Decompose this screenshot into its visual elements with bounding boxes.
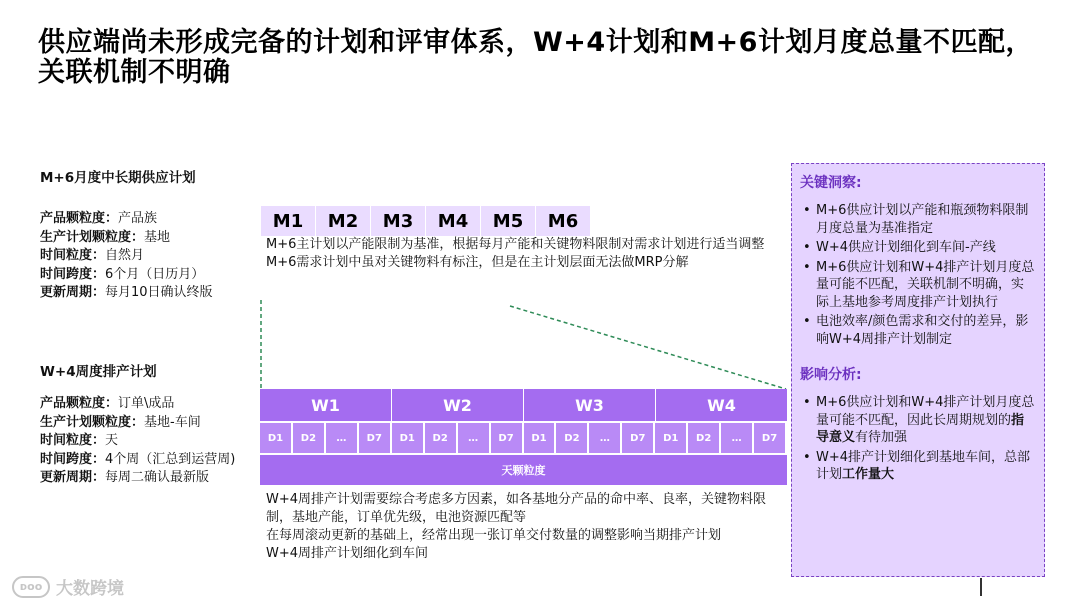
month-cell: M3 <box>371 206 426 236</box>
list-item: • M+6供应计划以产能和瓶颈物料限制月度总量为基准指定 <box>800 202 1036 237</box>
list-item: • M+6供应计划和W+4排产计划月度总量可能不匹配，关联机制不明确，实际上基地参考周度排产计划执行 <box>800 259 1036 312</box>
w4-attr-row: 更新周期：每周二确认最新版 <box>40 470 210 485</box>
w4-attr-row: 时间跨度：4个周（汇总到运营周) <box>40 451 236 467</box>
m6-section-heading: M+6月度中长期供应计划 <box>40 170 196 186</box>
m6-description-line: M+6主计划以产能限制为基准，根据每月产能和关键物料限制对需求计划进行适当调整 <box>266 237 765 252</box>
m6-attr-row: 生产计划颗粒度：基地 <box>40 229 171 245</box>
list-item: • 电池效率/颜色需求和交付的差异，影响W+4周排产计划制定 <box>800 313 1036 348</box>
w4-attr-row: 产品颗粒度：订单\成品 <box>40 396 175 411</box>
month-cell: M2 <box>316 206 371 236</box>
day-group <box>392 423 524 453</box>
day-cell: … <box>589 423 620 453</box>
day-cell: D2 <box>556 423 587 453</box>
watermark <box>12 574 124 599</box>
w4-description <box>266 491 786 563</box>
w4-attr-row: 时间粒度：天 <box>40 433 119 448</box>
day-row <box>260 423 787 453</box>
w4-description-line: W+4周排产计划细化到车间 <box>266 546 429 561</box>
week-cell: W2 <box>392 389 524 421</box>
divider <box>980 578 982 596</box>
day-cell: … <box>458 423 489 453</box>
list-item: • W+4排产计划细化到基地车间，总部计划工作量大 <box>800 449 1036 484</box>
impact-list <box>800 394 1036 484</box>
day-cell: D1 <box>392 423 423 453</box>
week-cell: W3 <box>524 389 656 421</box>
w4-section-heading: W+4周度排产计划 <box>40 364 157 380</box>
month-cell: M4 <box>426 206 481 236</box>
month-cell: M5 <box>481 206 536 236</box>
day-group <box>260 423 392 453</box>
m6-attr-row: 产品颗粒度：产品族 <box>40 211 158 226</box>
day-cell: D7 <box>359 423 390 453</box>
week-cell: W4 <box>707 395 736 415</box>
m6-description-line: M+6需求计划中虽对关键物料有标注，但是在主计划层面无法做MRP分解 <box>266 255 689 270</box>
day-cell: D2 <box>688 423 719 453</box>
day-group <box>655 423 787 453</box>
key-insights-heading: 关键洞察: <box>800 175 862 191</box>
page-title: 供应端尚未形成完备的计划和评审体系，W+4计划和M+6计划月度总量不匹配，关联机制不明确 <box>38 27 1033 88</box>
day-cell: D7 <box>622 423 653 453</box>
w4-attr-row: 生产计划颗粒度：基地-车间 <box>40 414 201 430</box>
watermark-text: 大数跨境 <box>56 579 124 599</box>
day-cell: … <box>326 423 357 453</box>
day-cell: D1 <box>524 423 555 453</box>
watermark-logo-icon: ᴅᴏᴏ <box>12 576 50 598</box>
month-cell: M6 <box>536 206 591 236</box>
day-group <box>524 423 656 453</box>
m6-attr-row: 时间跨度：6个月（日历月） <box>40 266 205 282</box>
m6-attr-row: 时间粒度：自然月 <box>40 248 145 263</box>
day-cell: D7 <box>754 423 785 453</box>
day-cell: D2 <box>425 423 456 453</box>
week-cell: W1 <box>260 389 392 421</box>
key-insights-list <box>800 202 1036 348</box>
month-cell: M1 <box>261 206 316 236</box>
day-cell: … <box>721 423 752 453</box>
list-item: • W+4供应计划细化到车间-产线 <box>800 239 1036 257</box>
granularity-bar: 天颗粒度 <box>260 455 787 485</box>
list-item: • M+6供应计划和W+4排产计划月度总量可能不匹配，因此长周期规划的指导意义有待加强 <box>800 394 1036 447</box>
w4-description-line: W+4周排产计划需要综合考虑多方因素，如各基地分产品的命中率、良率，关键物料限制，基地产能，订单优先级，电池资源匹配等 <box>266 492 767 525</box>
insight-panel <box>791 163 1045 577</box>
week-bar <box>260 389 787 421</box>
w4-description-line: 在每周滚动更新的基础上，经常出现一张订单交付数量的调整影响当期排产计划 <box>266 528 722 543</box>
m6-attr-row: 更新周期：每月10日确认终版 <box>40 285 213 300</box>
day-cell: D2 <box>293 423 324 453</box>
day-cell: D1 <box>655 423 686 453</box>
day-cell: D7 <box>491 423 522 453</box>
day-cell: D1 <box>260 423 291 453</box>
impact-analysis-heading: 影响分析: <box>800 367 862 383</box>
